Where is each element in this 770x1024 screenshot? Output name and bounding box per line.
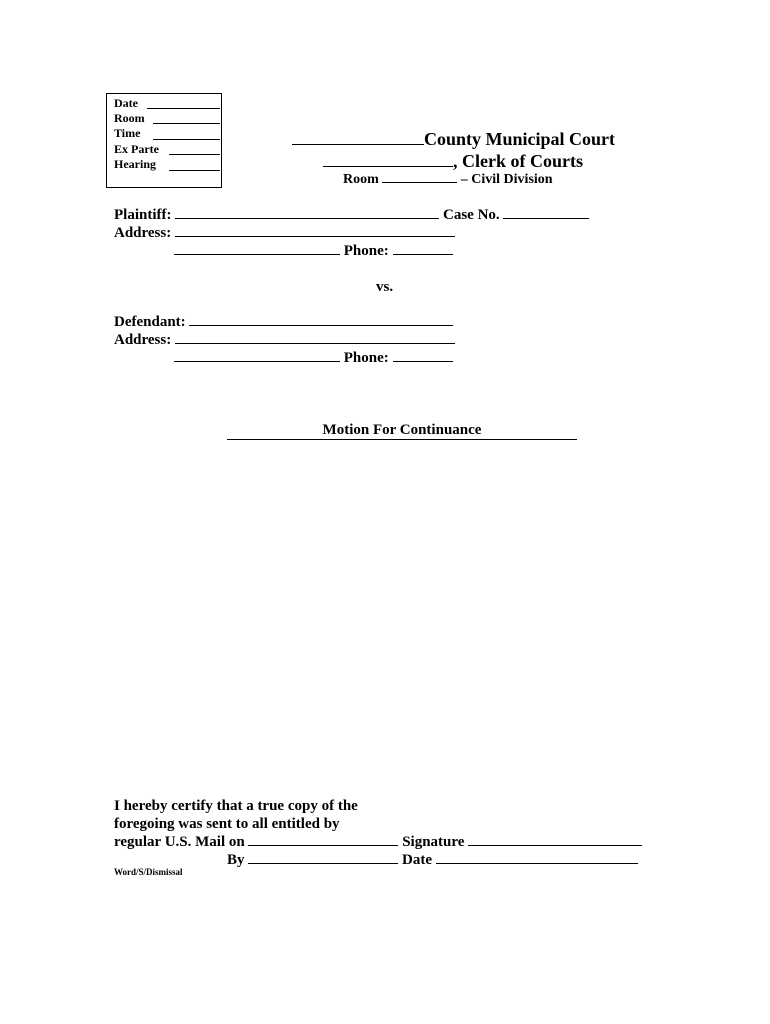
- defendant-phone-label: Phone:: [343, 350, 389, 366]
- plaintiff-address-field[interactable]: [175, 235, 455, 237]
- docket-date-label: Date: [114, 96, 138, 110]
- docket-time-label: Time: [114, 126, 141, 140]
- plaintiff-line: [114, 207, 589, 224]
- versus: vs.: [376, 279, 394, 295]
- defendant-label: Defendant:: [114, 314, 186, 330]
- defendant-address-line: [114, 332, 455, 349]
- date-field[interactable]: [436, 862, 638, 864]
- docket-ex-parte-label: Ex Parte: [114, 142, 159, 156]
- plaintiff-address-label: Address:: [114, 225, 172, 241]
- plaintiff-phone-label: Phone:: [343, 243, 389, 259]
- clerk-blank[interactable]: [323, 165, 453, 167]
- defendant-phone-line: [174, 350, 453, 367]
- certificate-line-1: I hereby certify that a true copy of the: [114, 798, 358, 814]
- date-label: Date: [402, 852, 433, 868]
- defendant-address-label: Address:: [114, 332, 172, 348]
- motion-title: Motion For Continuance: [322, 422, 482, 438]
- docket-room-field[interactable]: [153, 123, 220, 124]
- docket-box: [106, 93, 222, 188]
- plaintiff-phone-line: [174, 243, 453, 260]
- defendant-field[interactable]: [189, 324, 453, 326]
- civil-division: – Civil Division: [460, 172, 553, 187]
- plaintiff-phone-field[interactable]: [393, 253, 453, 255]
- case-no-field[interactable]: [503, 217, 589, 219]
- certificate-line-2: foregoing was sent to all entitled by: [114, 816, 340, 832]
- court-name: County Municipal Court: [424, 129, 616, 149]
- certificate-line-4: [227, 851, 638, 869]
- clerk-line: [323, 151, 583, 172]
- defendant-phone-field[interactable]: [393, 360, 453, 362]
- docket-date-field[interactable]: [147, 108, 220, 109]
- room-blank[interactable]: [382, 181, 457, 183]
- footer-code: Word/S/Dismissal: [114, 867, 183, 877]
- case-no-label: Case No.: [443, 207, 500, 223]
- room-label: Room: [343, 172, 379, 187]
- plaintiff-address-line: [114, 225, 455, 242]
- defendant-line: [114, 314, 453, 331]
- plaintiff-field[interactable]: [175, 217, 439, 219]
- by-field[interactable]: [248, 862, 398, 864]
- court-name-line: [292, 129, 615, 150]
- motion-title-line: [227, 422, 577, 440]
- plaintiff-address-field-2[interactable]: [174, 253, 340, 255]
- signature-field[interactable]: [468, 844, 642, 846]
- mail-date-field[interactable]: [248, 844, 398, 846]
- plaintiff-label: Plaintiff:: [114, 207, 172, 223]
- docket-room-label: Room: [114, 111, 145, 125]
- defendant-address-field-2[interactable]: [174, 360, 340, 362]
- certificate-line-3: [114, 833, 642, 851]
- mail-on-label: regular U.S. Mail on: [114, 834, 245, 850]
- docket-hearing-label: Hearing: [114, 157, 156, 171]
- signature-label: Signature: [402, 834, 465, 850]
- docket-time-field[interactable]: [153, 139, 220, 140]
- clerk-of-courts: , Clerk of Courts: [453, 151, 583, 171]
- motion-body-area[interactable]: [114, 450, 644, 790]
- by-label: By: [227, 852, 245, 868]
- county-blank[interactable]: [292, 143, 424, 145]
- room-division-line: [343, 172, 553, 188]
- docket-hearing-field[interactable]: [169, 170, 220, 171]
- defendant-address-field[interactable]: [175, 342, 455, 344]
- docket-ex-parte-field[interactable]: [169, 154, 220, 155]
